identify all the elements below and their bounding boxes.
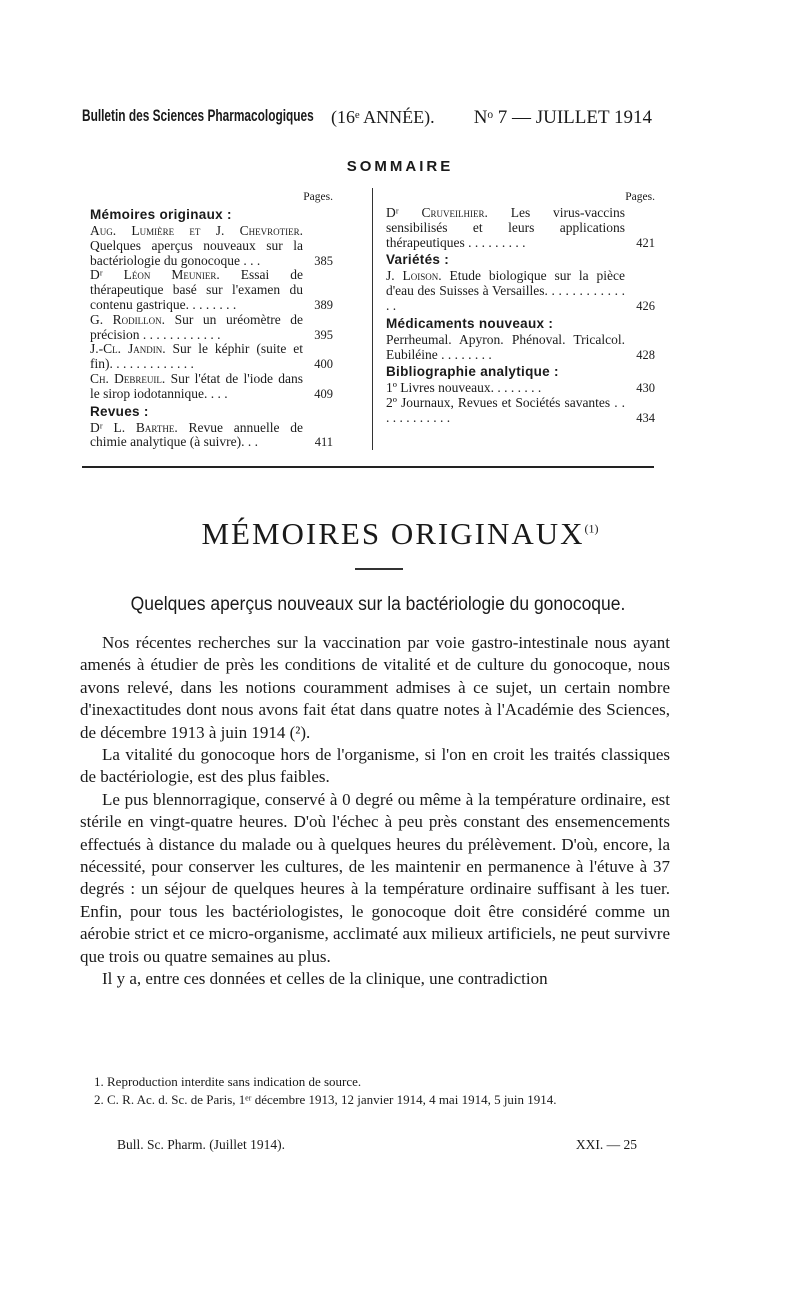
toc-rule [82, 466, 654, 468]
toc-entry-page: 430 [636, 381, 655, 396]
toc-entry-title: Revue annuelle de chimie analytique (à suivre). . . [90, 419, 303, 450]
toc-entry-author: Ch. Debreuil. [90, 370, 166, 386]
toc-left-column [90, 191, 333, 450]
toc-entry [386, 206, 655, 250]
toc-section-heading: Médicaments nouveaux : [386, 315, 554, 331]
toc-entry-title: Sur un uréomètre de précision . . . . . . . . . . . . [90, 311, 304, 342]
toc-entry-page: 385 [314, 253, 333, 268]
journal-name: Bulletin des Sciences Pharmacologiques [82, 107, 314, 125]
footer-citation: Bull. Sc. Pharm. (Juillet 1914). [117, 1137, 285, 1152]
toc-entry-page: 434 [636, 410, 655, 425]
paragraph: Il y a, entre ces données et celles de la clinique, une contradiction [102, 969, 548, 989]
toc-entry-title: 2º Journaux, Revues et Sociétés savantes . . . . . . . . . . . . [386, 395, 625, 425]
toc-entry-title: Etude biologique sur la pièce d'eau des Suisses à Versailles. . . . . . . . . . . . . . [386, 268, 626, 313]
toc-entry-title: Quelques aperçus nouveaux sur la bactériologie du gonocoque . . . [90, 237, 303, 268]
toc-entry-title: Sur l'état de l'iode dans le sirop iodotannique. . . . [90, 370, 304, 401]
footnote: 2. C. R. Ac. d. Sc. de Paris, 1ᵉʳ décembre 1913, 12 janvier 1914, 4 mai 1914, 5 juin 1914. [94, 1092, 557, 1107]
toc-entry-page: 389 [314, 297, 333, 312]
toc-entry-page: 395 [314, 327, 333, 342]
toc-section-heading: Mémoires originaux : [90, 207, 232, 222]
toc-entry-title: 1º Livres nouveaux. . . . . . . . [386, 380, 542, 396]
toc-entry-title: Les virus-vaccins sensibilisés et leurs applications thérapeutiques . . . . . . . . . [386, 205, 626, 250]
paragraph: La vitalité du gonocoque hors de l'organisme, si l'on en croit les traités classiques de bactériologie, est des plus faibles. [80, 745, 670, 787]
section-heading-text: MÉMOIRES ORIGINAUX [201, 516, 585, 551]
toc-entry-page: 411 [314, 435, 333, 450]
toc-entry [90, 268, 333, 312]
toc-entry [386, 269, 655, 313]
heading-rule [355, 568, 403, 570]
column-divider [372, 188, 373, 450]
toc-right-column [386, 191, 655, 426]
toc-entry-title: Perrheumal. Apyron. Phénoval. Tricalcol. Eubiléine . . . . . . . . [386, 331, 625, 362]
pages-label: Pages. [625, 191, 655, 203]
footer-signature: XXI. — 25 [575, 1137, 637, 1152]
toc-section-heading: Bibliographie analytique : [386, 364, 559, 380]
footnote: 1. Reproduction interdite sans indication de source. [94, 1074, 362, 1089]
toc-entry-author: Dʳ L. Barthe. [90, 419, 178, 435]
footnote-ref: (1) [584, 521, 599, 536]
toc-entry [90, 224, 333, 268]
toc-entry [386, 333, 655, 363]
article-title: Quelques aperçus nouveaux sur la bactériologie du gonocoque. [130, 594, 626, 615]
toc-entry-title: Sur le képhir (suite et fin). . . . . . . . . . . . . [90, 341, 304, 372]
toc-entry-author: J. Loison. [386, 268, 442, 284]
footnotes [80, 1073, 672, 1109]
toc-entry-title: Essai de thérapeutique basé sur l'examen du contenu gastrique. . . . . . . . [90, 267, 303, 312]
toc-entry [386, 396, 655, 426]
toc-entry-page: 400 [314, 357, 333, 372]
toc-entry [90, 342, 333, 372]
running-header [82, 107, 652, 133]
paragraph: Nos récentes recherches sur la vaccination par voie gastro-intestinale nous ayant amenés à étudier de près les conditions de vitalité et de culture du gonocoque, nous avons relevé, dans les notions couramment admises à ce sujet, un certain nombre d'inexactitudes dont nous avons fait état dans quatre notes à l'Académie des Sciences, de décembre 1913 à juin 1914 (²). [80, 633, 670, 742]
sommaire-title: SOMMAIRE [346, 158, 454, 175]
pages-label: Pages. [303, 191, 333, 203]
toc-entry-author: Dʳ Léon Meunier. [90, 267, 220, 283]
article-body [80, 632, 670, 991]
toc-entry [386, 381, 655, 396]
toc-entry-author: Dʳ Cruveilhier. [386, 205, 488, 220]
toc-entry-page: 428 [636, 347, 655, 362]
toc-entry-author: J.-Cl. Jandin. [90, 341, 166, 357]
issue-label: Nᵒ 7 — JUILLET 1914 [473, 107, 652, 128]
toc-section-heading: Variétés : [386, 252, 450, 268]
toc-entry [90, 313, 333, 343]
toc-entry-page: 409 [314, 386, 333, 401]
toc-entry [90, 421, 333, 451]
toc-entry-page: 421 [636, 235, 655, 250]
toc-entry-author: Aug. Lumière et J. Chevrotier. [90, 223, 303, 238]
toc-entry [90, 372, 333, 402]
toc-entry-author: G. Rodillon. [90, 311, 166, 327]
edition-label: (16ᵉ ANNÉE). [331, 107, 435, 127]
paragraph: Le pus blennorragique, conservé à 0 degré ou même à la température ordinaire, est stérile en vingt-quatre heures. D'où l'échec à peu près constant des ensemencements effectués à distance du malade ou à quelques heures du prélèvement. D'où, encore, la nécessité, pour conserver les cultures, de les maintenir en permanence à l'étuve à 37 degrés : un séjour de quelques heures à la température ordinaire suffisant à les tuer. Enfin, pour tous les bactériologistes, le gonocoque doit être considéré comme un aérobie strict et ce micro-organisme, acclimaté aux milieux artificiels, ne peut survivre que trois ou quatre semaines au plus. [80, 789, 670, 966]
toc-section-heading: Revues : [90, 403, 149, 419]
toc-entry-page: 426 [636, 298, 655, 313]
section-heading [0, 516, 760, 552]
